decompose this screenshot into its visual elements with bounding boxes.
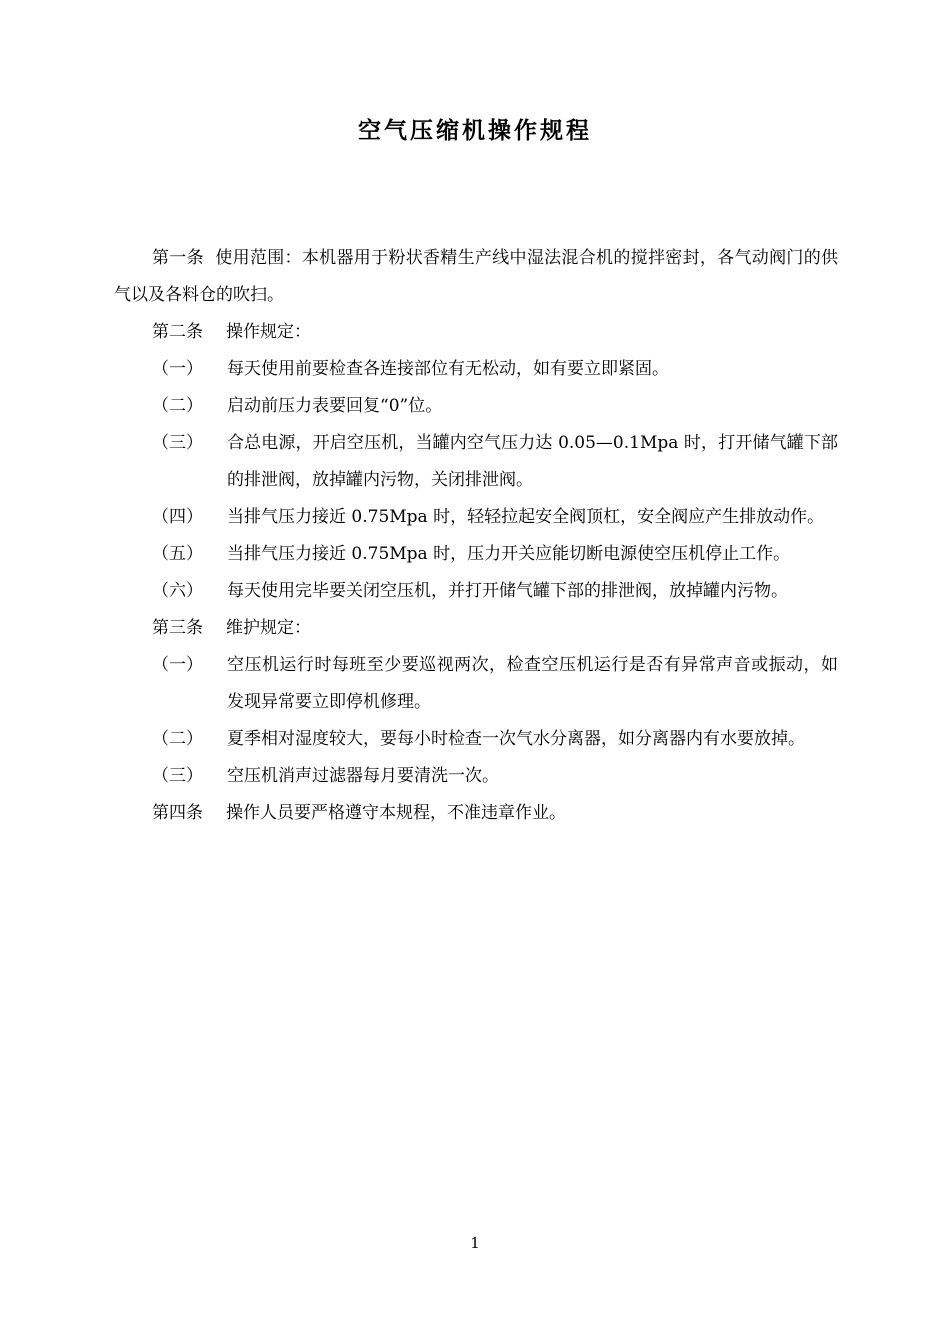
article-3-heading xyxy=(114,610,838,647)
article-1-text: 使用范围：本机器用于粉状香精生产线中湿法混合机的搅拌密封，各气动阀门的供气以及各料仓的吹扫。 xyxy=(114,248,839,305)
article-1-label: 第一条 xyxy=(152,248,204,268)
list-item xyxy=(114,758,838,795)
article-3-label: 第三条 xyxy=(152,618,203,638)
article-1 xyxy=(114,240,838,314)
article-3-heading-text: 维护规定： xyxy=(226,618,311,638)
article-4-label: 第四条 xyxy=(152,803,203,823)
list-item xyxy=(114,499,838,536)
article-2-heading-text: 操作规定： xyxy=(226,322,311,342)
article-2-heading xyxy=(114,314,838,351)
list-item-label: （三） xyxy=(152,433,203,453)
list-item xyxy=(114,721,838,758)
document-title: 空气压缩机操作规程 xyxy=(358,118,592,144)
list-item-text: 启动前压力表要回复“0”位。 xyxy=(227,396,443,416)
list-item-label: （六） xyxy=(152,581,203,601)
list-item-label: （二） xyxy=(152,729,203,749)
list-item xyxy=(114,536,838,573)
article-4 xyxy=(114,795,838,832)
list-item xyxy=(114,351,838,388)
list-item-text: 夏季相对湿度较大，要每小时检查一次气水分离器，如分离器内有水要放掉。 xyxy=(227,729,805,749)
list-item-text: 当排气压力接近 0.75Mpa 时，轻轻拉起安全阀顶杠，安全阀应产生排放动作。 xyxy=(227,507,825,527)
article-4-text: 操作人员要严格遵守本规程，不准违章作业。 xyxy=(226,803,566,823)
list-item-label: （一） xyxy=(152,359,203,379)
list-item-label: （二） xyxy=(152,396,203,416)
document-body xyxy=(114,240,838,832)
list-item xyxy=(114,647,838,721)
list-item-text: 每天使用完毕要关闭空压机，并打开储气罐下部的排泄阀，放掉罐内污物。 xyxy=(227,581,788,601)
list-item xyxy=(114,425,838,499)
list-item-text: 空压机消声过滤器每月要清洗一次。 xyxy=(227,766,499,786)
list-item xyxy=(114,573,838,610)
list-item xyxy=(114,388,838,425)
list-item-label: （五） xyxy=(152,544,203,564)
page-number: 1 xyxy=(470,1234,480,1252)
list-item-label: （一） xyxy=(152,655,203,675)
list-item-text: 空压机运行时每班至少要巡视两次，检查空压机运行是否有异常声音或振动，如发现异常要立即停机修理。 xyxy=(227,655,838,712)
list-item-label: （四） xyxy=(152,507,203,527)
list-item-label: （三） xyxy=(152,766,203,786)
list-item-text: 当排气压力接近 0.75Mpa 时，压力开关应能切断电源使空压机停止工作。 xyxy=(227,544,791,564)
article-2-label: 第二条 xyxy=(152,322,203,342)
list-item-text: 合总电源，开启空压机，当罐内空气压力达 0.05—0.1Mpa 时，打开储气罐下部的排泄阀，放掉罐内污物，关闭排泄阀。 xyxy=(227,433,838,490)
list-item-text: 每天使用前要检查各连接部位有无松动，如有要立即紧固。 xyxy=(227,359,669,379)
